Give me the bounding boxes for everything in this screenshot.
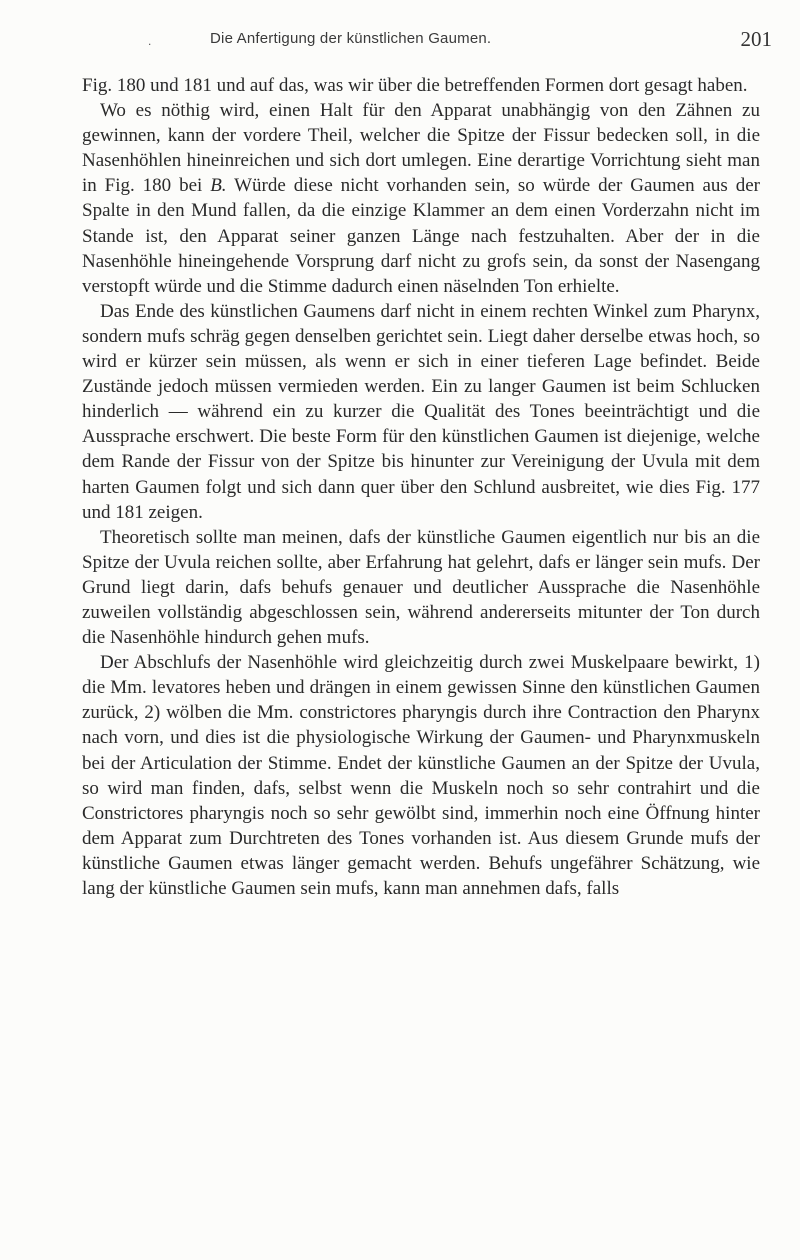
paragraph-2-text-before: Wo es nöthig wird, einen Halt für den Apparat unabhängig von den Zähnen zu gewinnen, kann der vordere Theil, welcher die Spitze der Fissur bedecken soll, in die Nasenhöhlen hineinreichen und sich dort umlegen. Eine derartige Vorrichtung sieht man in Fig. 180 bei: [82, 100, 760, 197]
body-text: [82, 73, 760, 901]
paragraph-4: Theoretisch sollte man meinen, dafs der künstliche Gaumen eigentlich nur bis an die Spitze der Uvula reichen sollte, aber Erfahrung hat gelehrt, dafs er länger sein mufs. Der Grund liegt darin, dafs behufs genauer und deutlicher Aussprache die Nasenhöhle zuweilen vollständig abgeschlossen sein, während andererseits mitunter der Ton durch die Nasenhöhle hindurch gehen mufs.: [82, 526, 760, 649]
paragraph-2: [82, 98, 760, 299]
running-title: Die Anfertigung der künstlichen Gaumen.: [210, 30, 492, 47]
running-header: [90, 10, 772, 50]
paragraph-5: Der Abschlufs der Nasenhöhle wird gleichzeitig durch zwei Muskelpaare bewirkt, 1) die Mm. levatores heben und drängen in einem gewissen Sinne den künstlichen Gaumen zurück, 2) wölben die Mm. constrictores pharyngis durch ihre Contraction den Pharynx nach vorn, und dies ist die physiologische Wirkung der Gaumen- und Pharynxmuskeln bei der Articulation der Stimme. Endet der künstliche Gaumen an der Spitze der Uvula, so wird man finden, dafs, selbst wenn die Muskeln noch so sehr contrahirt und die Constrictores pharyngis noch so sehr gewölbt sind, immerhin noch eine Öffnung hinter dem Apparat zum Durchtreten des Tones vorhanden ist. Aus diesem Grunde mufs der künstliche Gaumen etwas länger gemacht werden. Behufs ungefährer Schätzung, wie lang der künstliche Gaumen sein mufs, kann man annehmen dafs, falls: [82, 652, 760, 899]
paragraph-1: Fig. 180 und 181 und auf das, was wir über die betreffenden Formen dort gesagt haben.: [82, 75, 748, 96]
paragraph-2-text-after: Würde diese nicht vorhanden sein, so würde der Gaumen aus der Spalte in den Mund fallen, da die einzige Klammer an dem einen Vorderzahn nicht im Stande ist, den Apparat seiner ganzen Länge nach festzuhalten. Aber der in die Nasenhöhle hineingehende Vorsprung darf nicht zu grofs sein, da sonst der Nasengang verstopft würde und die Stimme dadurch einen näselnden Ton erhielte.: [82, 175, 760, 297]
paragraph-3: Das Ende des künstlichen Gaumens darf nicht in einem rechten Winkel zum Pharynx, sondern mufs schräg gegen denselben gerichtet sein. Liegt daher derselbe etwas hoch, so wird er kürzer sein müssen, als wenn er sich in einer tieferen Lage befindet. Beide Zustände jedoch müssen vermieden werden. Ein zu langer Gaumen ist beim Schlucken hinderlich — während ein zu kurzer die Qualität des Tones beeinträchtigt und die Aussprache erschwert. Die beste Form für den künstlichen Gaumen ist diejenige, welche dem Rande der Fissur von der Spitze bis hinunter zur Vereinigung der Uvula mit dem harten Gaumen folgt und sich dann quer über den Schlund ausbreitet, wie dies Fig. 177 und 181 zeigen.: [82, 300, 760, 523]
header-dot: .: [148, 34, 152, 48]
page-number: 201: [740, 27, 772, 51]
figure-reference-b: B.: [210, 175, 227, 197]
